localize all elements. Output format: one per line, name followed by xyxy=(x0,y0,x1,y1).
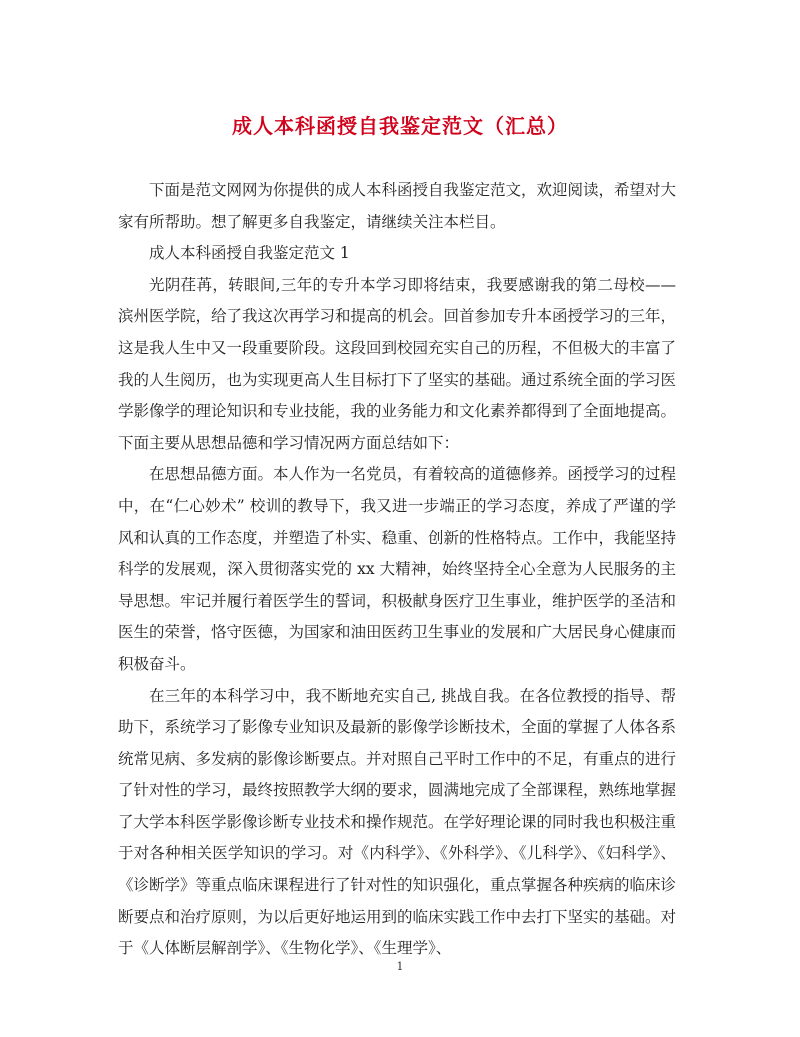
body-paragraph: 在思想品德方面。本人作为一名党员，有着较高的道德修养。函授学习的过程中，在“仁心妙术” 校训的教导下，我又进一步端正的学习态度，养成了严谨的学风和认真的工作态度，并塑造了朴实、稳重、创新的性格特点。工作中，我能坚持科学的发展观，深入贯彻落实党的 xx 大精神，始终坚持全心全意为人民服务的主导思想。牢记并履行着医学生的誓词，积极献身医疗卫生事业，维护医学的圣洁和医生的荣誉，恪守医德，为国家和油田医药卫生事业的发展和广大居民身心健康而积极奋斗。 xyxy=(118,465,677,673)
page-number: 1 xyxy=(396,960,404,973)
intro-paragraph: 下面是范文网网为你提供的成人本科函授自我鉴定范文，欢迎阅读，希望对大家有所帮助。想了解更多自我鉴定，请继续关注本栏目。 xyxy=(118,181,677,231)
section-heading: 成人本科函授自我鉴定范文 1 xyxy=(149,244,350,263)
body-paragraph: 光阴荏苒，转眼间,三年的专升本学习即将结束，我要感谢我的第二母校——滨州医学院，给了我这次再学习和提高的机会。回首参加专升本函授学习的三年，这是我人生中又一段重要阶段。这段回到校园充实自己的历程，不但极大的丰富了我的人生阅历，也为实现更高人生目标打下了坚实的基础。通过系统全面的学习医学影像学的理论知识和专业技能，我的业务能力和文化素养都得到了全面地提高。下面主要从思想品德和学习情况两方面总结如下： xyxy=(118,275,677,452)
document-title: 成人本科函授自我鉴定范文（汇总） xyxy=(232,114,568,138)
body-paragraph: 在三年的本科学习中，我不断地充实自己, 挑战自我。在各位教授的指导、帮助下，系统学习了影像专业知识及最新的影像学诊断技术，全面的掌握了人体各系统常见病、多发病的影像诊断要点。并对照自己平时工作中的不足，有重点的进行了针对性的学习，最终按照教学大纲的要求，圆满地完成了全部课程，熟练地掌握了大学本科医学影像诊断专业技术和操作规范。在学好理论课的同时我也积极注重于对各种相关医学知识的学习。对《内科学》、《外科学》、《儿科学》、《妇科学》、《诊断学》等重点临床课程进行了针对性的知识强化，重点掌握各种疾病的临床诊断要点和治疗原则，为以后更好地运用到的临床实践工作中去打下坚实的基础。对于《人体断层解剖学》、《生物化学》、《生理学》、 xyxy=(118,686,677,958)
document-body xyxy=(118,175,676,965)
